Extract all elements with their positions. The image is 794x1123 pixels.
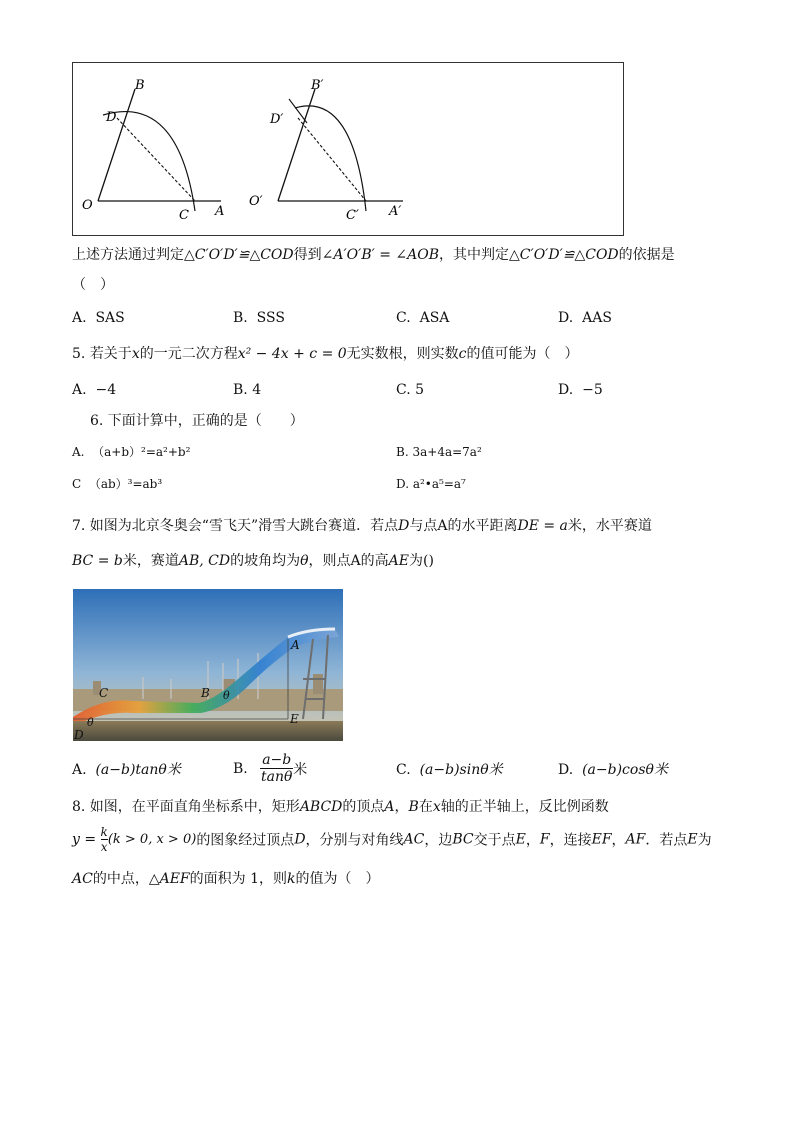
label-B-prime: B′ <box>311 78 324 93</box>
q7-option-c[interactable]: C. (a−b)sinθ米 <box>396 762 503 778</box>
ski-jump-photo <box>73 589 343 741</box>
angle-construction-diagram <box>73 63 625 237</box>
label-O: O <box>82 198 93 213</box>
q8-stem-line3: AC的中点，△AEF的面积为 1，则k的值为（ ） <box>72 871 380 887</box>
label-A-prime: A′ <box>389 204 402 219</box>
left-angle-figure <box>82 78 224 223</box>
q7-option-a[interactable]: A. (a−b)tanθ米 <box>72 762 181 778</box>
q4-option-b[interactable]: B. SSS <box>233 310 285 326</box>
label-D-prime: D′ <box>270 112 284 127</box>
q5-stem: 5. 若关于x的一元二次方程x² − 4x + c = 0无实数根，则实数c的值可能为（ ） <box>72 346 579 362</box>
q5-option-d[interactable]: D. −5 <box>558 382 603 398</box>
label-D: D <box>106 110 117 125</box>
right-angle-figure <box>249 78 403 223</box>
label-O-prime: O′ <box>249 194 263 209</box>
q4-option-a[interactable]: A. SAS <box>72 310 125 326</box>
q7-option-b[interactable]: B. $\frac{a-b}{\tan\theta}$ 米 <box>233 752 308 785</box>
ski-jump-illustration <box>73 589 343 741</box>
label-C-prime: C′ <box>346 208 359 223</box>
photo-label-E: E <box>290 712 299 726</box>
label-A: A <box>215 204 225 219</box>
q6-option-b[interactable]: B. 3a+4a=7a² <box>396 445 482 459</box>
q5-option-b[interactable]: B. 4 <box>233 382 262 398</box>
q5-option-c[interactable]: C. 5 <box>396 382 425 398</box>
photo-label-C: C <box>99 686 109 700</box>
q6-option-c[interactable]: C （ab）³=ab³ <box>72 477 163 491</box>
q6-option-d[interactable]: D. a²•a⁵=a⁷ <box>396 477 466 491</box>
label-B: B <box>135 78 145 93</box>
photo-label-B: B <box>201 686 210 700</box>
q5-option-a[interactable]: A. −4 <box>72 382 117 398</box>
q6-stem: 6. 下面计算中，正确的是（ ） <box>90 413 304 429</box>
q7-stem-line1: 7. 如图为北京冬奥会“雪飞天”滑雪大跳台赛道．若点D与点A的水平距离DE = a米，水平赛道 <box>72 518 652 534</box>
q8-stem-line1: 8. 如图，在平面直角坐标系中，矩形ABCD的顶点A，B在x轴的正半轴上，反比例函数 <box>72 799 609 815</box>
q4-stem: 上述方法通过判定△C′O′D′≌△COD得到∠A′O′B′ = ∠AOB，其中判定△C′O′D′≌△COD的依据是 <box>72 247 675 263</box>
q4-paren: （ ） <box>72 277 114 293</box>
q6-option-a[interactable]: A. （a+b）²=a²+b² <box>72 445 191 459</box>
photo-label-D: D <box>74 728 84 741</box>
construction-figure <box>72 62 624 236</box>
q8-stem-line2: y = $\frac{k}{x}$ (k > 0, x > 0)的图象经过顶点D，分别与对角线AC，边BC交于点E，F，连接EF，AF．若点E为 <box>72 825 712 854</box>
photo-label-theta-top: θ <box>223 689 230 702</box>
q7-stem-line2: BC = b米，赛道AB, CD的坡角均为θ，则点A的高AE为() <box>72 553 434 569</box>
q4-option-d[interactable]: D. AAS <box>558 310 612 326</box>
q7-option-d[interactable]: D. (a−b)cosθ米 <box>558 762 668 778</box>
q4-option-c[interactable]: C. ASA <box>396 310 450 326</box>
photo-label-A: A <box>291 638 300 652</box>
photo-label-theta-bottom: θ <box>87 716 94 729</box>
label-C: C <box>179 208 189 223</box>
